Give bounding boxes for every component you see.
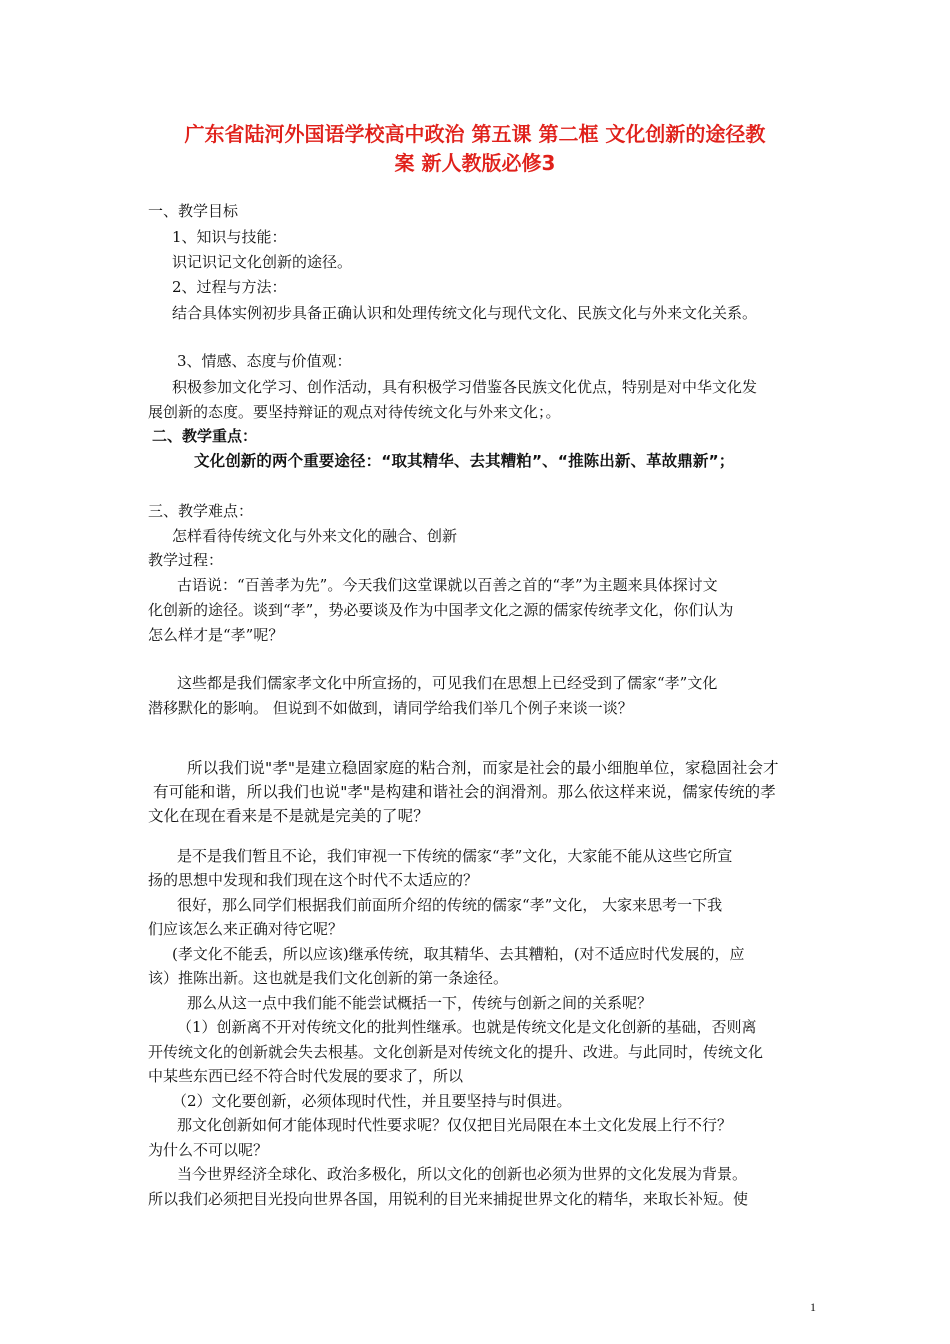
body-line: 怎样看待传统文化与外来文化的融合、创新 (172, 527, 458, 545)
body-line: （2）文化要创新，必须体现时代性，并且要坚持与时俱进。 (172, 1092, 572, 1110)
key-points-text: 文化创新的两个重要途径：“取其精华、去其糟粕”、“推陈出新、革故鼎新”； (194, 452, 735, 470)
body-line: 那文化创新如何才能体现时代性要求呢？仅仅把目光局限在本土文化发展上行不行？ (177, 1116, 733, 1134)
title-line-1: 广东省陆河外国语学校高中政治 第五课 第二框 文化创新的途径教 (184, 122, 766, 146)
body-line: 识记识记文化创新的途径。 (172, 253, 353, 271)
subheading-knowledge: 1、知识与技能： (172, 228, 287, 246)
body-line: 化创新的途径。谈到“孝”，势必要谈及作为中国孝文化之源的儒家传统孝文化，你们认为 (148, 601, 734, 619)
body-line: 该）推陈出新。这也就是我们文化创新的第一条途径。 (148, 969, 509, 987)
body-line: 有可能和谐，所以我们也说"孝"是构建和谐社会的润滑剂。那么依这样来说，儒家传统的孝 (153, 783, 776, 801)
body-line: 是不是我们暂且不论，我们审视一下传统的儒家“孝”文化，大家能不能从这些它所宣 (177, 847, 733, 865)
body-line: 为什么不可以呢？ (148, 1141, 269, 1159)
body-line: (孝文化不能丢，所以应该)继承传统，取其精华、去其糟粕，(对不适应时代发展的，应 (172, 945, 745, 963)
section-heading-key-points: 二、教学重点： (152, 427, 258, 445)
body-line: 怎么样才是“孝”呢？ (148, 626, 284, 644)
body-line: 古语说：“百善孝为先”。今天我们这堂课就以百善之首的“孝”为主题来具体探讨文 (177, 576, 718, 594)
body-line: 很好，那么同学们根据我们前面所介绍的传统的儒家“孝”文化， 大家来思考一下我 (177, 896, 723, 914)
body-line: 当今世界经济全球化、政治多极化，所以文化的创新也必须为世界的文化发展为背景。 (177, 1165, 748, 1183)
section-heading-difficulties: 三、教学难点： (148, 502, 254, 520)
body-line: 结合具体实例初步具备正确认识和处理传统文化与现代文化、民族文化与外来文化关系。 (172, 304, 758, 322)
body-line: 所以我们说"孝"是建立稳固家庭的粘合剂，而家是社会的最小细胞单位，家稳固社会才 (187, 759, 779, 777)
body-line: 展创新的态度。要坚持辩证的观点对待传统文化与外来文化；。 (148, 403, 561, 421)
page-number: 1 (810, 1300, 816, 1314)
subheading-attitude: 3、情感、态度与价值观： (177, 352, 352, 370)
body-line: 那么从这一点中我们能不能尝试概括一下，传统与创新之间的关系呢？ (187, 994, 653, 1012)
body-line: 开传统文化的创新就会失去根基。文化创新是对传统文化的提升、改进。与此同时，传统文化 (148, 1043, 764, 1061)
body-line: 积极参加文化学习、创作活动，具有积极学习借鉴各民族文化优点，特别是对中华文化发 (172, 378, 758, 396)
body-line: 这些都是我们儒家孝文化中所宣扬的，可见我们在思想上已经受到了儒家“孝”文化 (177, 674, 718, 692)
section-heading-objectives: 一、教学目标 (148, 202, 239, 220)
document-title (130, 120, 820, 178)
body-line: 扬的思想中发现和我们现在这个时代不太适应的？ (148, 871, 479, 889)
body-line: 们应该怎么来正确对待它呢？ (148, 920, 344, 938)
subheading-process: 2、过程与方法： (172, 278, 287, 296)
body-line: 文化在现在看来是不是就是完美的了呢？ (148, 807, 429, 825)
body-line: 所以我们必须把目光投向世界各国，用锐利的目光来捕捉世界文化的精华，来取长补短。使 (148, 1190, 749, 1208)
body-line: 潜移默化的影响。 但说到不如做到，请同学给我们举几个例子来谈一谈？ (148, 699, 633, 717)
body-line: （1）创新离不开对传统文化的批判性继承。也就是传统文化是文化创新的基础，否则离 (177, 1018, 757, 1036)
body-line: 中某些东西已经不符合时代发展的要求了，所以 (148, 1067, 464, 1085)
title-line-2: 案 新人教版必修3 (394, 151, 556, 175)
section-heading-process: 教学过程： (148, 551, 224, 569)
